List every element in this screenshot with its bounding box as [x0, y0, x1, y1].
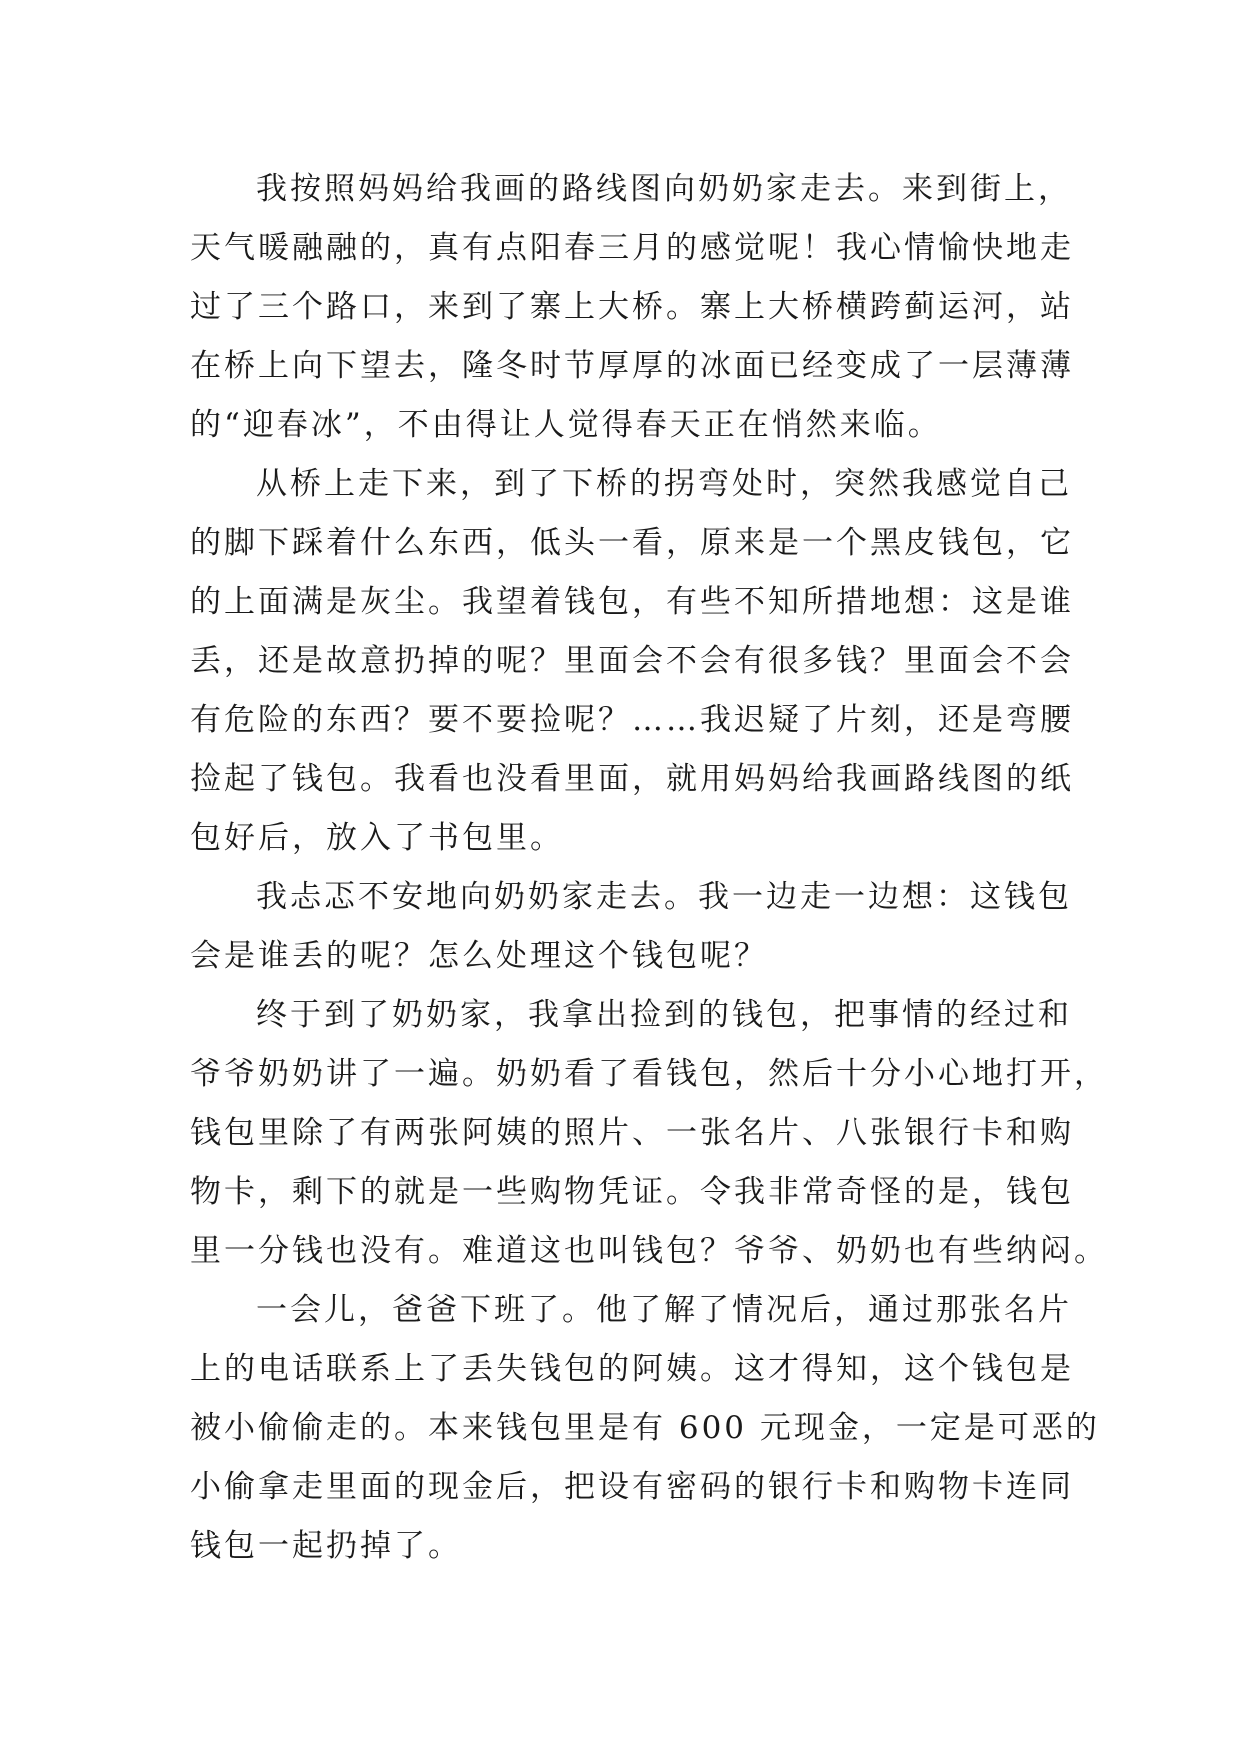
text-line: 过了三个路口，来到了寨上大桥。寨上大桥横跨蓟运河，站	[190, 289, 1074, 325]
document-body	[190, 160, 1108, 1576]
text-line: 终于到了奶奶家，我拿出捡到的钱包，把事情的经过和	[256, 997, 1072, 1033]
text-line: 一会儿，爸爸下班了。他了解了情况后，通过那张名片	[256, 1292, 1072, 1328]
paragraph-5	[190, 1281, 1100, 1576]
text-line: 的上面满是灰尘。我望着钱包，有些不知所措地想：这是谁	[190, 584, 1074, 620]
paragraph-1	[190, 160, 1074, 455]
text-line: 我按照妈妈给我画的路线图向奶奶家走去。来到街上，	[256, 171, 1072, 207]
text-line: 钱包一起扔掉了。	[190, 1528, 462, 1564]
text-line: 的脚下踩着什么东西，低头一看，原来是一个黑皮钱包，它	[190, 525, 1074, 561]
text-line: 天气暖融融的，真有点阳春三月的感觉呢！我心情愉快地走	[190, 230, 1074, 266]
text-line: 小偷拿走里面的现金后，把设有密码的银行卡和购物卡连同	[190, 1469, 1074, 1505]
text-line: 里一分钱也没有。难道这也叫钱包？爷爷、奶奶也有些纳闷。	[190, 1233, 1108, 1269]
paragraph-4	[190, 986, 1108, 1281]
text-line: 会是谁丢的呢？怎么处理这个钱包呢？	[190, 938, 768, 974]
text-line: 爷爷奶奶讲了一遍。奶奶看了看钱包，然后十分小心地打开，	[190, 1056, 1108, 1092]
text-line: 有危险的东西？要不要捡呢？……我迟疑了片刻，还是弯腰	[190, 702, 1074, 738]
paragraph-2	[190, 455, 1074, 868]
text-line: 上的电话联系上了丢失钱包的阿姨。这才得知，这个钱包是	[190, 1351, 1074, 1387]
text-line: 被小偷偷走的。本来钱包里是有 600 元现金，一定是可恶的	[190, 1410, 1100, 1446]
text-line: 我忐忑不安地向奶奶家走去。我一边走一边想：这钱包	[256, 879, 1072, 915]
text-line: 在桥上向下望去，隆冬时节厚厚的冰面已经变成了一层薄薄	[190, 348, 1074, 384]
text-line: 钱包里除了有两张阿姨的照片、一张名片、八张银行卡和购	[190, 1115, 1074, 1151]
text-line: 包好后，放入了书包里。	[190, 820, 564, 856]
paragraph-3	[190, 868, 1072, 986]
text-line: 的“迎春冰”，不由得让人觉得春天正在悄然来临。	[190, 407, 942, 443]
text-line: 捡起了钱包。我看也没看里面，就用妈妈给我画路线图的纸	[190, 761, 1074, 797]
text-line: 从桥上走下来，到了下桥的拐弯处时，突然我感觉自己	[256, 466, 1072, 502]
text-line: 物卡，剩下的就是一些购物凭证。令我非常奇怪的是，钱包	[190, 1174, 1074, 1210]
text-line: 丢，还是故意扔掉的呢？里面会不会有很多钱？里面会不会	[190, 643, 1074, 679]
